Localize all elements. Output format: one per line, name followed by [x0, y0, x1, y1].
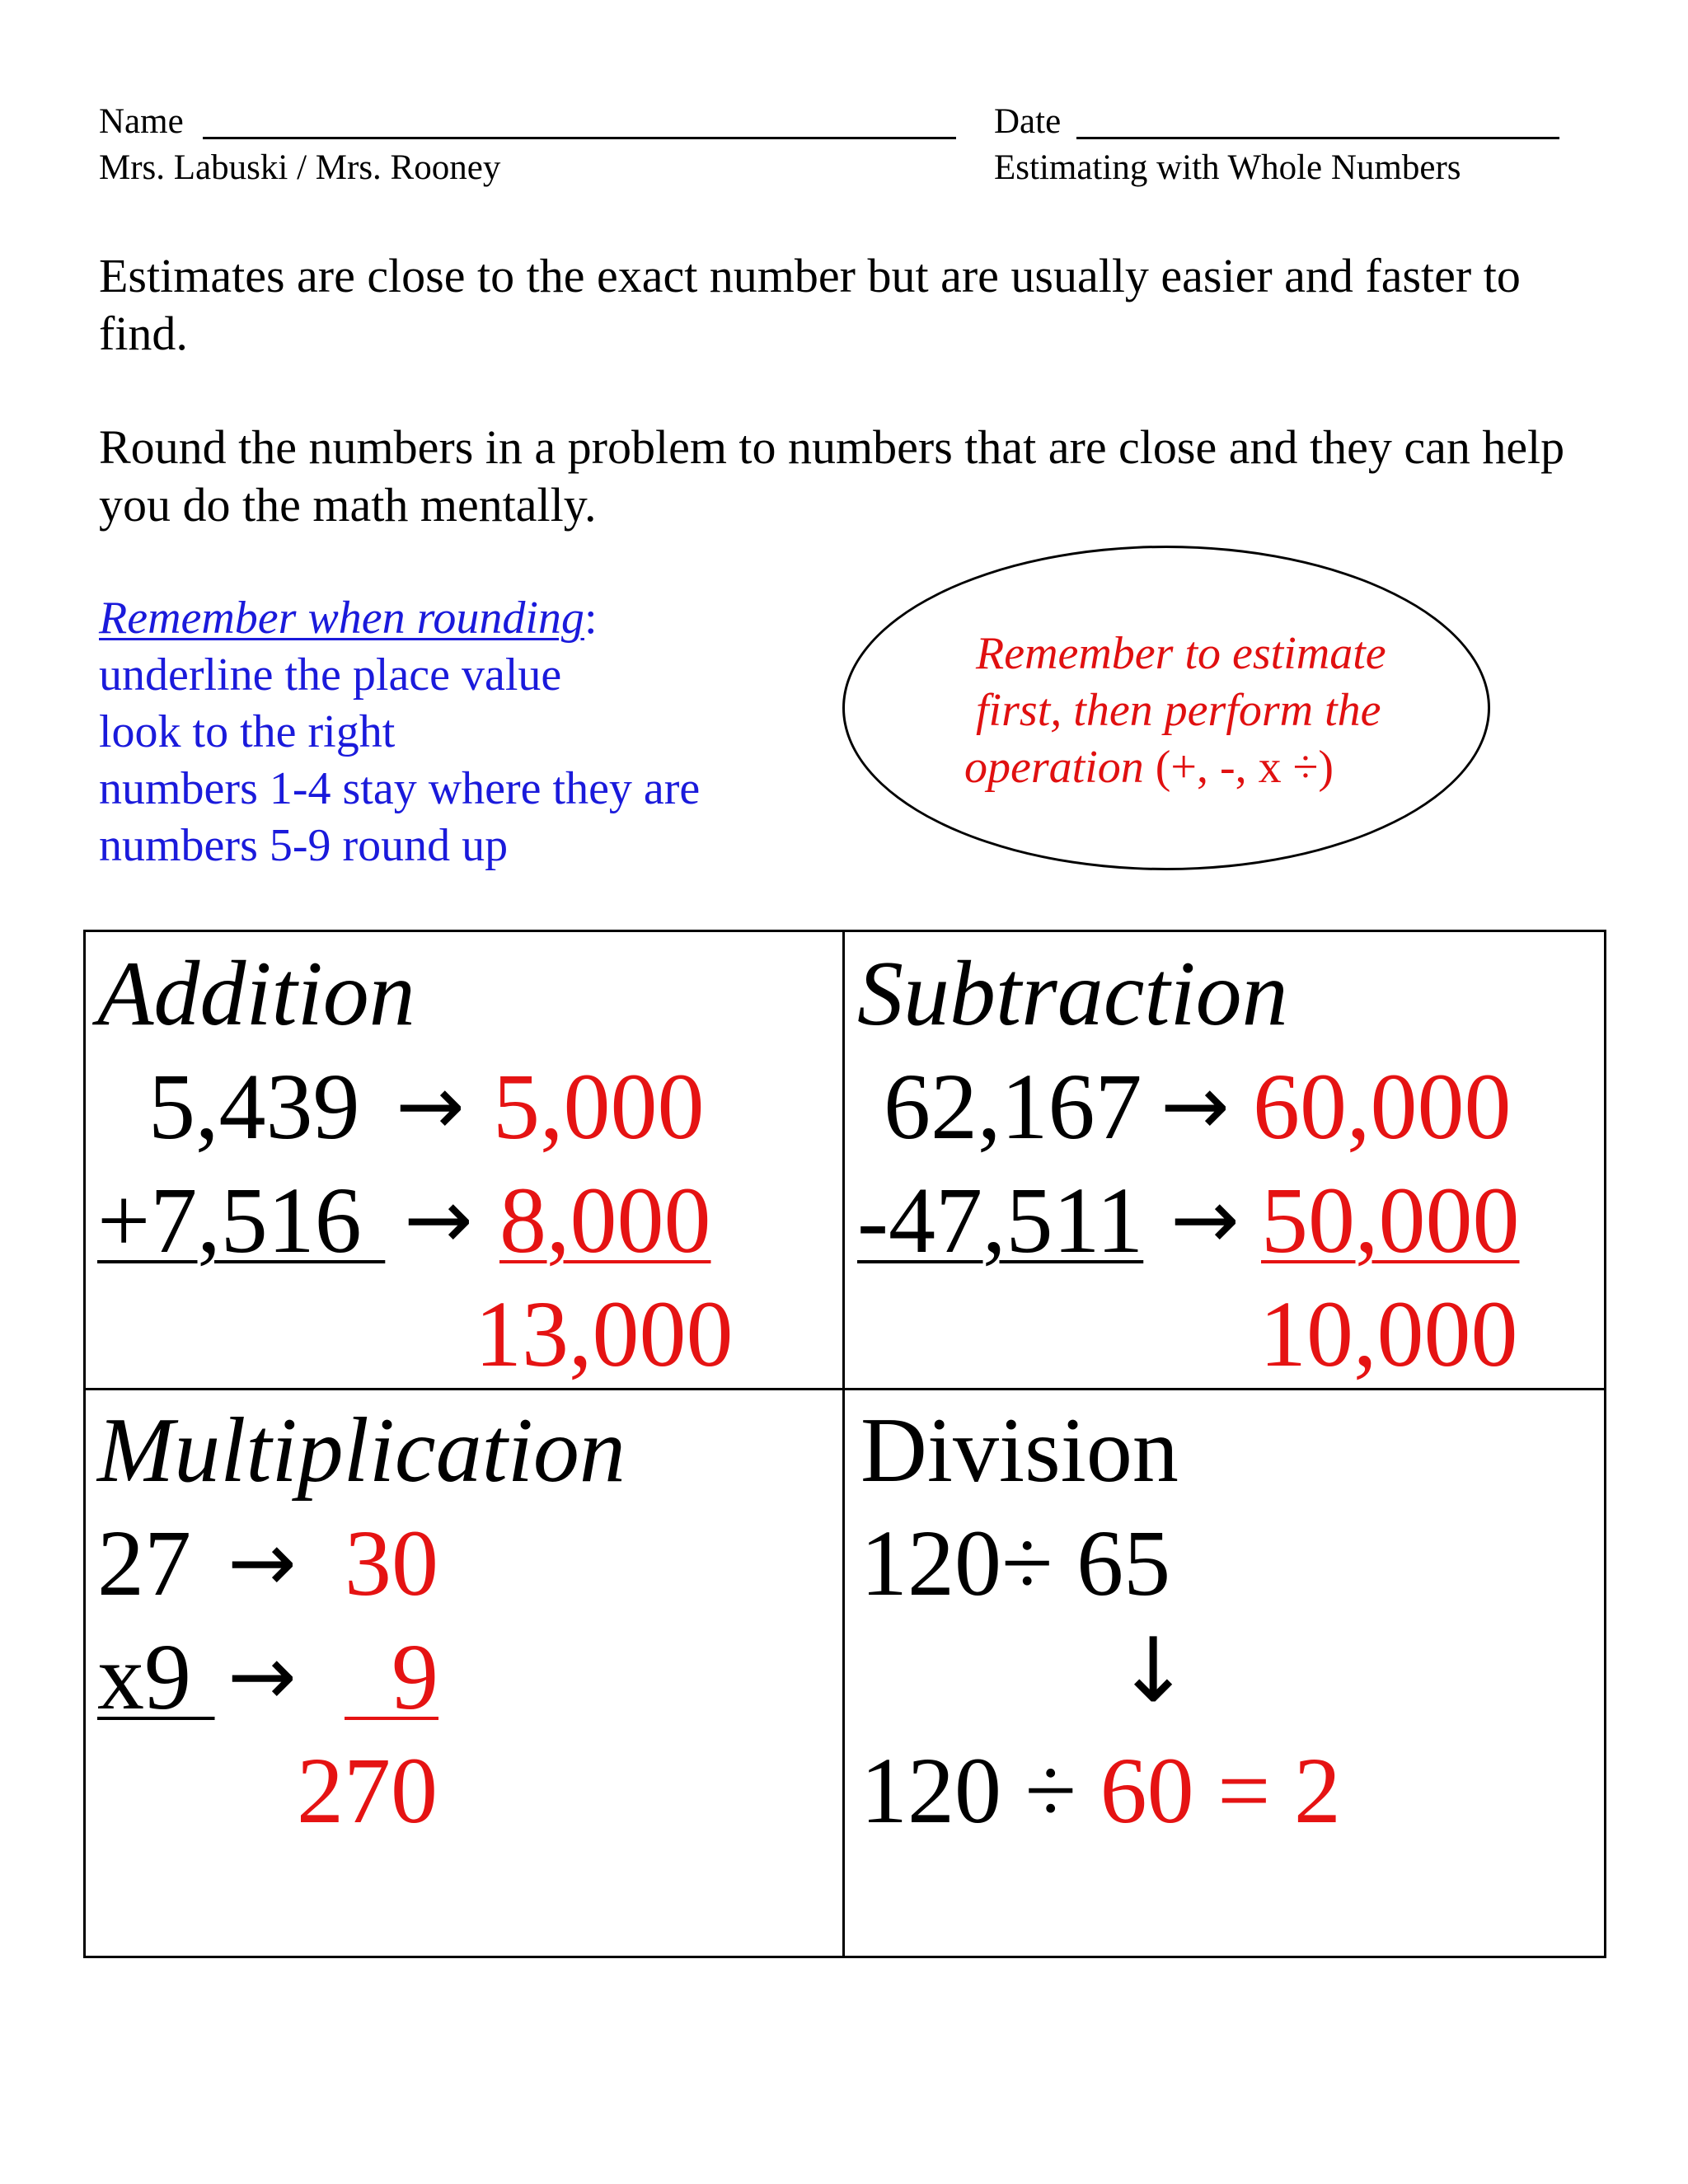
name-label: Name — [99, 102, 184, 141]
date-label: Date — [994, 102, 1062, 141]
reminder-line-3-operations: (+, -, x ÷) — [1143, 742, 1334, 793]
addition-row2-value: +7,516 — [97, 1168, 386, 1272]
rounding-rule-item: numbers 1-4 stay where they are — [99, 763, 701, 814]
intro-paragraph-1: Estimates are close to the exact number but are usually easier and faster to find. — [99, 249, 1521, 360]
subtraction-title: Subtraction — [857, 943, 1288, 1045]
addition-row2-estimate: 8,000 — [499, 1168, 711, 1272]
division-estimate-answer: 60 = 2 — [1100, 1738, 1341, 1843]
rounding-rules-title: Remember when rounding — [99, 593, 584, 644]
rounding-rules-title-row — [99, 590, 700, 647]
rounding-rule-item: underline the place value — [99, 649, 562, 701]
arrow-right-icon: → — [1160, 1057, 1230, 1154]
reminder-line-2: first, then perform the — [976, 685, 1381, 736]
subtraction-row1-value: 62,167 — [884, 1054, 1142, 1159]
date-field-line[interactable] — [1076, 137, 1559, 139]
arrow-right-icon: → — [404, 1171, 473, 1268]
division-estimate-prefix: 120 ÷ — [860, 1738, 1100, 1843]
rounding-rule-item: look to the right — [99, 706, 396, 757]
reminder-line-3-italic: operation — [964, 742, 1144, 793]
multiplication-title: Multiplication — [97, 1399, 626, 1502]
multiplication-row1-estimate: 30 — [345, 1511, 438, 1615]
subtraction-row2-value: -47,511 — [857, 1168, 1144, 1272]
addition-row1-value: 5,439 — [148, 1054, 360, 1159]
division-problem: 120÷ 65 — [860, 1511, 1171, 1615]
multiplication-row1-value: 27 — [97, 1511, 215, 1615]
subtraction-result: 10,000 — [1259, 1282, 1518, 1386]
name-field-line[interactable] — [203, 137, 956, 139]
arrow-right-icon: → — [396, 1057, 465, 1154]
rounding-rules-title-colon: : — [584, 593, 598, 644]
teachers-label: Mrs. Labuski / Mrs. Rooney — [99, 148, 501, 187]
subtraction-row2-estimate: 50,000 — [1261, 1168, 1520, 1272]
reminder-line-3 — [964, 739, 1386, 796]
multiplication-result: 270 — [297, 1738, 438, 1843]
multiplication-row2-value: x9 — [97, 1624, 215, 1729]
reminder-line-1: Remember to estimate — [976, 628, 1386, 679]
addition-title: Addition — [97, 943, 415, 1045]
arrow-right-icon: → — [1170, 1171, 1240, 1268]
division-title: Division — [860, 1399, 1179, 1502]
topic-label: Estimating with Whole Numbers — [994, 148, 1461, 187]
table-horizontal-divider — [83, 1388, 1606, 1390]
multiplication-row2-estimate: 9 — [345, 1624, 438, 1729]
table-vertical-divider — [842, 930, 845, 1958]
reminder-text — [964, 626, 1386, 796]
rounding-rule-item: numbers 5-9 round up — [99, 820, 509, 871]
arrow-right-icon: → — [227, 1514, 297, 1610]
addition-row1-estimate: 5,000 — [493, 1054, 705, 1159]
division-estimate — [860, 1738, 1341, 1843]
arrow-right-icon: → — [227, 1628, 297, 1724]
arrow-down-icon: ↓ — [1116, 1619, 1191, 1722]
addition-result: 13,000 — [475, 1282, 734, 1386]
intro-paragraph-2: Round the numbers in a problem to numbers that are close and they can help you do the math mentally. — [99, 420, 1565, 532]
rounding-rules — [99, 590, 700, 874]
subtraction-row1-estimate: 60,000 — [1253, 1054, 1512, 1159]
